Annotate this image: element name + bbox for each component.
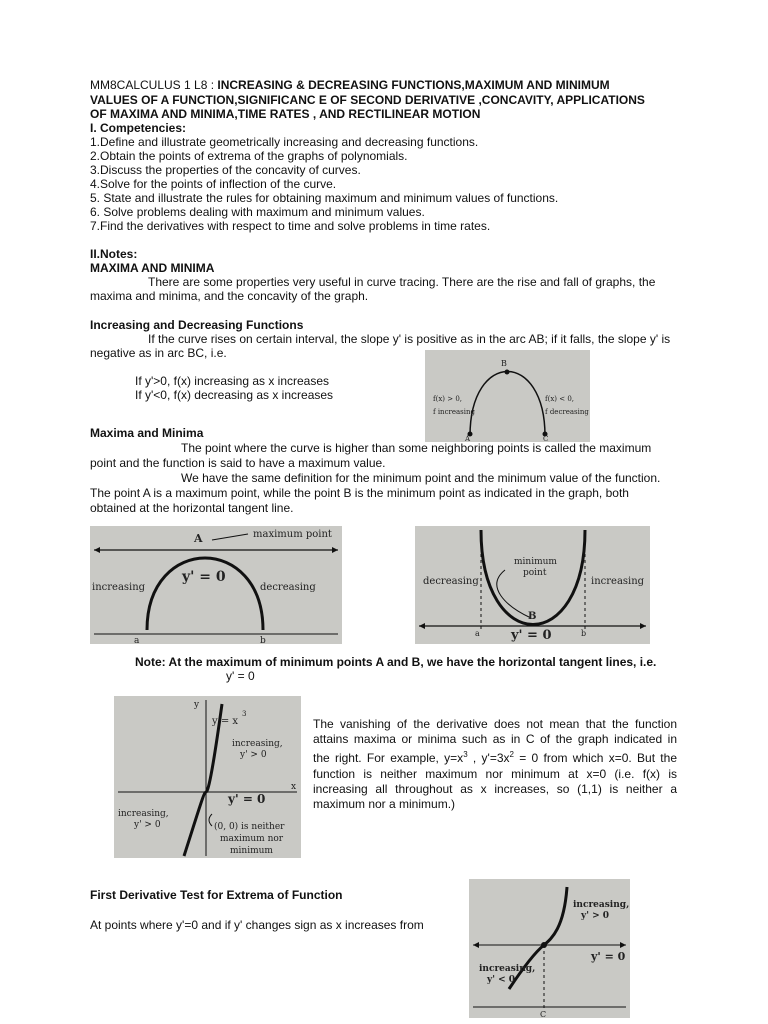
inc-dec-para-line-1: If the curve rises on certain interval, the slope y' is positive as in the arc AB; if it falls, the slope y' is bbox=[148, 332, 671, 346]
competency-item: 1.Define and illustrate geometrically increasing and decreasing functions. bbox=[90, 135, 479, 149]
maximum-point-label: maximum point bbox=[253, 529, 332, 540]
derivative-zero-label: y' = 0 bbox=[228, 792, 266, 806]
note-line-2: y' = 0 bbox=[226, 669, 255, 683]
vanishing-line: increasing all throughout as x increases, so (1,1) is neither a bbox=[313, 781, 677, 796]
left-label-2: f increasing bbox=[433, 408, 475, 416]
first-derivative-test-heading: First Derivative Test for Extrema of Function bbox=[90, 888, 343, 902]
notes-intro-line-1: There are some properties very useful in curve tracing. There are the rise and fall of graphs, the bbox=[148, 275, 656, 289]
competency-item: 2.Obtain the points of extrema of the graphs of polynomials. bbox=[90, 149, 408, 163]
first-derivative-test-text: At points where y'=0 and if y' changes sign as x increases from bbox=[90, 918, 424, 932]
increasing-label: increasing bbox=[92, 582, 146, 593]
arc-abc-figure bbox=[425, 350, 590, 442]
lesson-title-line-1 bbox=[90, 78, 610, 92]
curve-equation: y = x bbox=[212, 716, 239, 727]
notes-intro-line-2: maxima and minima, and the concavity of the graph. bbox=[90, 289, 369, 303]
derivative-zero-label: y' = 0 bbox=[182, 569, 226, 585]
competency-item: 6. Solve problems dealing with maximum and minimum values. bbox=[90, 205, 425, 219]
inc-dec-heading: Increasing and Decreasing Functions bbox=[90, 318, 304, 332]
arc-abc-graph bbox=[425, 350, 590, 442]
vanishing-line: attains maxima or minima such as in C of the graph indicated in bbox=[313, 732, 677, 747]
origin-note-2: maximum nor bbox=[220, 834, 284, 844]
curve-exponent: 3 bbox=[242, 710, 247, 718]
origin-note-3: minimum bbox=[230, 846, 273, 856]
inflection-marker bbox=[541, 942, 547, 948]
left-label-1: increasing, bbox=[479, 964, 536, 974]
exponent: 2 bbox=[509, 750, 514, 760]
exponent: 3 bbox=[463, 750, 468, 760]
origin-note-1: (0, 0) is neither bbox=[214, 822, 285, 832]
increasing-label-1: increasing, bbox=[573, 900, 630, 910]
tangent-arrow-left bbox=[473, 942, 479, 948]
notes-heading: II.Notes: bbox=[90, 247, 138, 261]
lesson-title-line-2: VALUES OF A FUNCTION,SIGNIFICANC E OF SECOND DERIVATIVE ,CONCAVITY, APPLICATIONS bbox=[90, 93, 645, 107]
tick-b: b bbox=[581, 629, 587, 638]
inc-dec-para-line-2: negative as in arc BC, i.e. bbox=[90, 346, 227, 360]
minimum-label-2: point bbox=[523, 568, 547, 578]
lesson-title-part-1: INCREASING & DECREASING FUNCTIONS,MAXIMUM AND MINIMUM bbox=[217, 78, 610, 92]
vanishing-derivative-paragraph bbox=[313, 717, 677, 812]
tangent-arrow-right bbox=[620, 942, 626, 948]
maxmin-para-2-line-1: We have the same definition for the minimum point and the minimum value of the function. bbox=[181, 471, 661, 485]
lesson-title-line-3: OF MAXIMA AND MINIMA,TIME RATES , AND RECTILINEAR MOTION bbox=[90, 107, 481, 121]
competency-item: 4.Solve for the points of inflection of the curve. bbox=[90, 177, 337, 191]
derivative-zero-label: y' = 0 bbox=[511, 628, 552, 643]
tangent-arrow-left bbox=[94, 547, 100, 553]
tick-a: a bbox=[134, 636, 140, 644]
label-a: A bbox=[194, 532, 203, 545]
maximum-graph bbox=[90, 526, 342, 644]
decreasing-rule: If y'<0, f(x) decreasing as x increases bbox=[135, 388, 334, 402]
max-pointer-line bbox=[212, 534, 248, 540]
maximum-point-figure bbox=[90, 526, 342, 644]
increasing-left-label-1: increasing, bbox=[118, 809, 169, 819]
decreasing-label: decreasing bbox=[423, 576, 479, 587]
maxima-minima-heading: MAXIMA AND MINIMA bbox=[90, 261, 215, 275]
label-b: B bbox=[501, 359, 507, 368]
lesson-code: MM8CALCULUS 1 L8 : bbox=[90, 78, 218, 92]
tangent-arrow-left bbox=[419, 623, 425, 629]
increasing-label-2: y' > 0 bbox=[581, 911, 610, 921]
vanishing-line: function is neither maximum nor minimum at x=0 (i.e. f(x) is bbox=[313, 766, 677, 781]
derivative-zero-label: y' = 0 bbox=[591, 950, 626, 963]
vanishing-text: the right. For example, y=x bbox=[313, 751, 464, 766]
cubic-graph bbox=[114, 696, 301, 858]
right-label-2: f decreasing bbox=[545, 408, 589, 416]
decreasing-label: decreasing bbox=[260, 582, 316, 593]
left-label-1: f(x) > 0, bbox=[433, 395, 462, 403]
left-label-2: y' < 0 bbox=[487, 975, 516, 985]
label-c: C bbox=[543, 435, 549, 442]
y-axis-label: y bbox=[194, 700, 200, 710]
tick-a: a bbox=[475, 629, 480, 638]
point-b-marker bbox=[505, 370, 510, 375]
tangent-arrow-right bbox=[332, 547, 338, 553]
maxmin-para-1-line-1: The point where the curve is higher than some neighboring points is called the maximum bbox=[181, 441, 652, 455]
origin-pointer bbox=[209, 814, 212, 826]
x-axis-label: x bbox=[291, 782, 297, 792]
vanishing-text: , y'=3x bbox=[467, 751, 510, 766]
maxima-minima-subheading: Maxima and Minima bbox=[90, 426, 204, 440]
tick-b: b bbox=[260, 636, 266, 644]
label-a: A bbox=[465, 435, 471, 442]
cubic-figure bbox=[114, 696, 301, 858]
increasing-label: increasing bbox=[591, 576, 645, 587]
minimum-graph bbox=[415, 526, 650, 644]
label-b: B bbox=[528, 611, 537, 622]
minimum-label-1: minimum bbox=[514, 557, 557, 567]
label-c: C bbox=[540, 1010, 547, 1018]
increasing-left-label-2: y' > 0 bbox=[134, 820, 161, 830]
first-derivative-test-figure bbox=[469, 879, 630, 1018]
competencies-heading: I. Competencies: bbox=[90, 121, 187, 135]
maxmin-para-2-line-3: obtained at the horizontal tangent line. bbox=[90, 501, 294, 515]
increasing-rule: If y'>0, f(x) increasing as x increases bbox=[135, 374, 330, 388]
vanishing-line-with-equation bbox=[313, 747, 677, 766]
competency-item: 7.Find the derivatives with respect to time and solve problems in time rates. bbox=[90, 219, 491, 233]
test-graph bbox=[469, 879, 630, 1018]
maxmin-para-2-line-2: The point A is a maximum point, while the point B is the minimum point as indicated in the graph, both bbox=[90, 486, 629, 500]
competency-item: 3.Discuss the properties of the concavity of curves. bbox=[90, 163, 361, 177]
tangent-arrow-right bbox=[640, 623, 646, 629]
vanishing-line: maximum nor a minimum.) bbox=[313, 797, 456, 812]
minimum-point-figure bbox=[415, 526, 650, 644]
vanishing-line: The vanishing of the derivative does not mean that the function bbox=[313, 717, 677, 731]
note-line-1: Note: At the maximum of minimum points A and B, we have the horizontal tangent lines, i.e. bbox=[135, 655, 657, 669]
right-label-1: f(x) < 0, bbox=[545, 395, 574, 403]
competency-item: 5. State and illustrate the rules for obtaining maximum and minimum values of functions. bbox=[90, 191, 559, 205]
maxmin-para-1-line-2: point and the function is said to have a maximum value. bbox=[90, 456, 386, 470]
vanishing-text: = 0 from which x=0. But the bbox=[513, 751, 677, 766]
increasing-right-label-2: y' > 0 bbox=[240, 750, 267, 760]
increasing-right-label-1: increasing, bbox=[232, 739, 283, 749]
arc-curve bbox=[470, 372, 545, 437]
